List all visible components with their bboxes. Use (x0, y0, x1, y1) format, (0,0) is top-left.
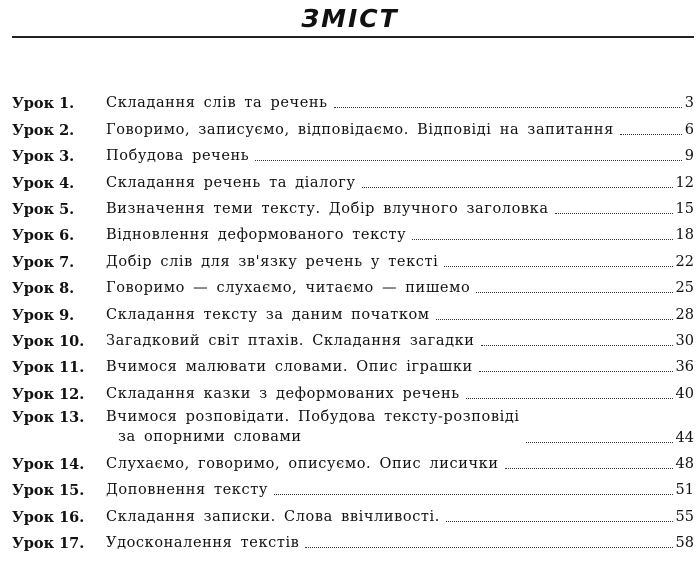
toc-entry (12, 528, 694, 554)
page-title: ЗМІСТ (301, 4, 399, 33)
lesson-number: Урок 10. (12, 332, 85, 350)
lesson-number: Урок 11. (12, 359, 85, 377)
page-number: 44 (675, 429, 694, 446)
page-number: 48 (675, 456, 694, 473)
lesson-number: Урок 8. (12, 280, 75, 298)
toc-entry (12, 352, 694, 378)
toc-entry (12, 114, 694, 140)
lesson-title: Відновлення деформованого тексту (106, 227, 407, 244)
page-number: 58 (675, 535, 694, 552)
lesson-number: Урок 15. (12, 482, 85, 500)
lesson-title: Слухаємо, говоримо, описуємо. Опис лисички (106, 456, 499, 473)
dot-leader (476, 292, 672, 293)
lesson-title: Складання слів та речень (106, 95, 328, 112)
lesson-title-line-1: Вчимося розповідати. Побудова тексту-розповіді (106, 408, 520, 425)
dot-leader (305, 547, 672, 548)
page-number: 12 (675, 174, 694, 191)
dot-leader (481, 345, 673, 346)
dot-leader (479, 371, 673, 372)
lesson-number: Урок 9. (12, 306, 75, 324)
toc-entry (12, 88, 694, 114)
lesson-title-line-2: за опорними словами (118, 428, 302, 445)
lesson-title: Говоримо, записуємо, відповідаємо. Відповіді на запитання (106, 121, 614, 138)
lesson-title: Визначення теми тексту. Добір влучного заголовка (106, 200, 549, 217)
dot-leader (412, 239, 672, 240)
toc-entry (12, 449, 694, 475)
lesson-title: Говоримо — слухаємо, читаємо — пишемо (106, 280, 471, 297)
lesson-number: Урок 16. (12, 508, 85, 526)
dot-leader (255, 160, 681, 161)
page-number: 55 (675, 508, 694, 525)
dot-leader (436, 319, 673, 320)
dot-leader (526, 442, 673, 443)
toc-entry (12, 299, 694, 325)
page-number: 30 (675, 332, 694, 349)
toc-entry (12, 405, 694, 449)
toc-entry (12, 475, 694, 501)
toc-entry (12, 194, 694, 220)
dot-leader (466, 398, 673, 399)
toc-entry (12, 246, 694, 272)
lesson-number: Урок 7. (12, 253, 75, 271)
dot-leader (274, 494, 673, 495)
lesson-number: Урок 12. (12, 385, 85, 403)
toc-entry (12, 167, 694, 193)
dot-leader (446, 521, 673, 522)
lesson-number: Урок 6. (12, 227, 75, 245)
lesson-title: Вчимося малювати словами. Опис іграшки (106, 359, 473, 376)
lesson-number: Урок 13. (12, 408, 85, 426)
lesson-title: Складання казки з деформованих речень (106, 385, 460, 402)
lesson-title: Складання записки. Слова ввічливості. (106, 508, 440, 525)
toc-entry (12, 220, 694, 246)
table-of-contents (12, 88, 694, 554)
lesson-title: Побудова речень (106, 148, 250, 165)
page-number: 22 (675, 253, 694, 270)
lesson-number: Урок 2. (12, 121, 75, 139)
page-number: 6 (684, 121, 694, 138)
lesson-title (106, 407, 520, 449)
page-number: 36 (675, 359, 694, 376)
page-number: 9 (684, 148, 694, 165)
toc-entry (12, 273, 694, 299)
page-number: 3 (684, 95, 694, 112)
title-divider (12, 36, 694, 38)
dot-leader (334, 107, 682, 108)
dot-leader (620, 134, 682, 135)
toc-entry (12, 501, 694, 527)
lesson-number: Урок 14. (12, 456, 85, 474)
lesson-title: Складання тексту за даним початком (106, 306, 430, 323)
page-number: 25 (675, 280, 694, 297)
page-number: 40 (675, 385, 694, 402)
lesson-number: Урок 3. (12, 148, 75, 166)
lesson-title: Загадковий світ птахів. Складання загадки (106, 332, 475, 349)
page-number: 28 (675, 306, 694, 323)
dot-leader (505, 468, 673, 469)
lesson-number: Урок 4. (12, 174, 75, 192)
lesson-number: Урок 17. (12, 535, 85, 553)
toc-entry (12, 326, 694, 352)
lesson-title: Добір слів для зв'язку речень у тексті (106, 253, 439, 270)
page-number: 18 (675, 227, 694, 244)
page-number: 15 (675, 200, 694, 217)
toc-entry (12, 141, 694, 167)
toc-entry (12, 378, 694, 404)
dot-leader (362, 187, 673, 188)
page-number: 51 (675, 482, 694, 499)
dot-leader (555, 213, 673, 214)
lesson-number: Урок 5. (12, 200, 75, 218)
lesson-title: Удосконалення текстів (106, 535, 300, 552)
lesson-number: Урок 1. (12, 95, 75, 113)
lesson-title: Складання речень та діалогу (106, 174, 356, 191)
lesson-title: Доповнення тексту (106, 482, 268, 499)
dot-leader (444, 266, 672, 267)
